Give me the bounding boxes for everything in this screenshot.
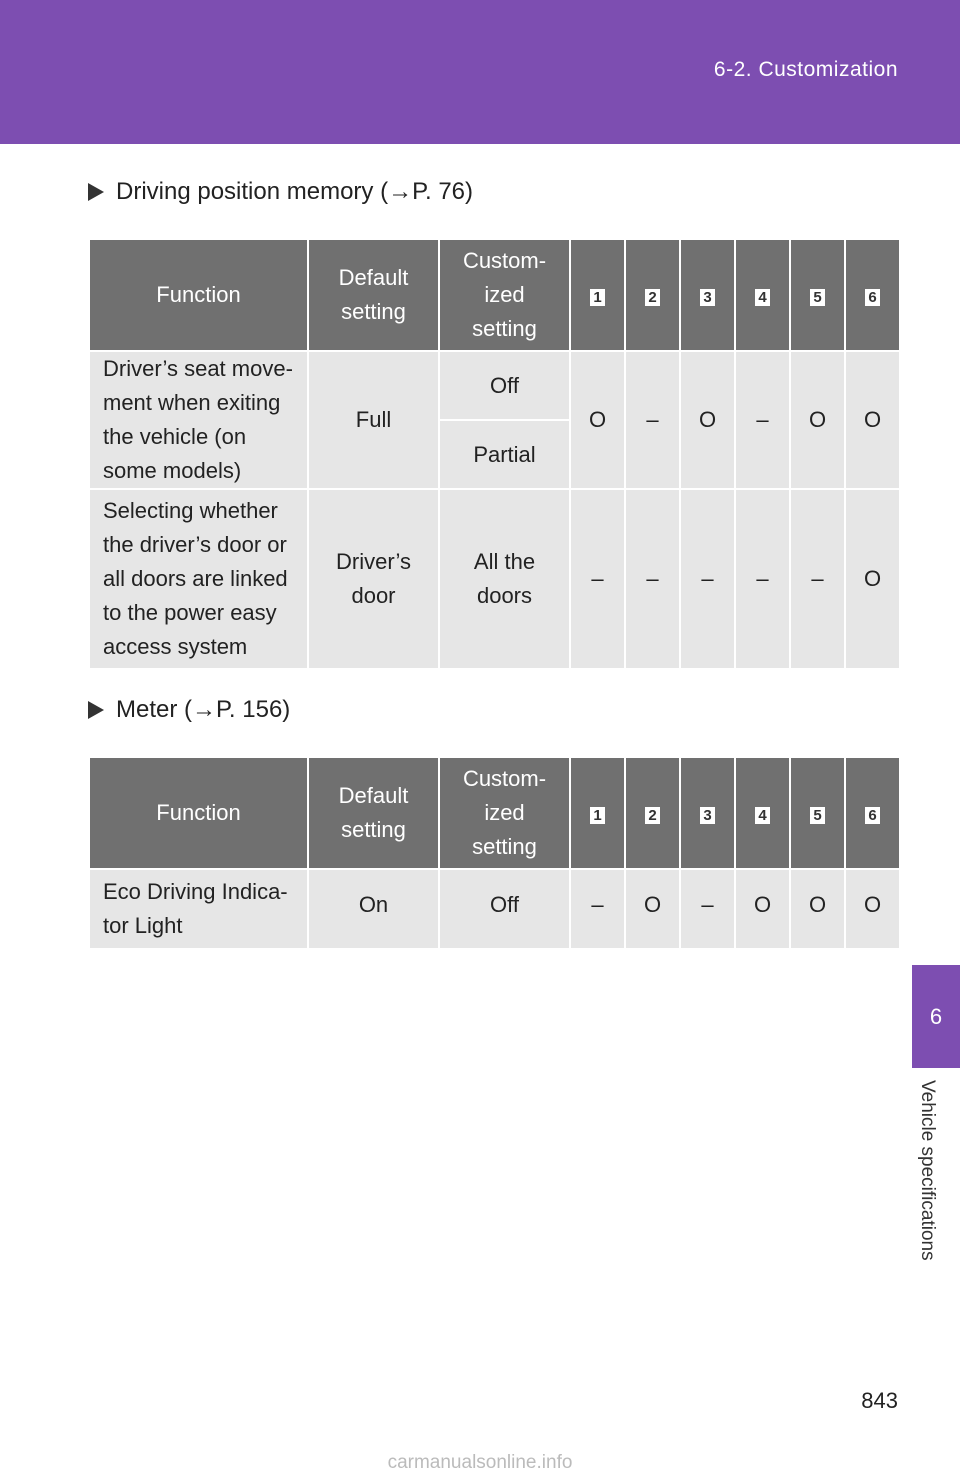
- mark-cell: –: [680, 869, 735, 949]
- column-header-5: [790, 239, 845, 351]
- column-header-1: [570, 239, 625, 351]
- chapter-tab[interactable]: 6: [912, 965, 960, 1068]
- custom-cell: Partial: [439, 420, 570, 489]
- column-header-default: Default setting: [308, 757, 439, 869]
- column-header-custom: Custom-ized setting: [439, 239, 570, 351]
- number-badge: 4: [755, 289, 770, 306]
- column-header-function: Function: [89, 757, 308, 869]
- number-badge: 2: [645, 289, 660, 306]
- page-number: 843: [861, 1388, 898, 1413]
- number-badge: 5: [810, 807, 825, 824]
- mark-cell: –: [625, 489, 680, 669]
- mark-cell: –: [790, 489, 845, 669]
- meter-table: [88, 756, 901, 950]
- default-cell: On: [308, 869, 439, 949]
- number-badge: 1: [590, 807, 605, 824]
- column-header-6: [845, 757, 900, 869]
- chapter-side-label-text: Vehicle specifications: [917, 1080, 938, 1261]
- mark-cell: –: [570, 489, 625, 669]
- mark-cell: O: [735, 869, 790, 949]
- mark-cell: –: [570, 869, 625, 949]
- number-badge: 1: [590, 289, 605, 306]
- section-heading-meter: [88, 696, 290, 724]
- column-header-6: [845, 239, 900, 351]
- column-header-4: [735, 239, 790, 351]
- table-header-row: [89, 757, 900, 869]
- function-cell: Eco Driving Indica-tor Light: [89, 869, 308, 949]
- mark-cell: –: [625, 351, 680, 489]
- mark-cell: O: [845, 489, 900, 669]
- column-header-5: [790, 757, 845, 869]
- column-header-3: [680, 239, 735, 351]
- column-header-3: [680, 757, 735, 869]
- column-header-custom: Custom-ized setting: [439, 757, 570, 869]
- table-row: [89, 489, 900, 669]
- mark-cell: –: [735, 351, 790, 489]
- mark-cell: O: [570, 351, 625, 489]
- chapter-title: 6-2. Customization: [713, 58, 898, 81]
- mark-cell: O: [790, 351, 845, 489]
- section-heading-text: Meter (→P. 156): [116, 696, 291, 723]
- number-badge: 3: [700, 807, 715, 824]
- number-badge: 5: [810, 289, 825, 306]
- custom-cell: All the doors: [439, 489, 570, 669]
- number-badge: 2: [645, 807, 660, 824]
- section-heading-driving-position: [88, 178, 473, 206]
- triangle-bullet-icon: [88, 701, 104, 719]
- function-cell: Selecting whether the driver’s door or all doors are linked to the power easy access system: [89, 489, 308, 669]
- mark-cell: O: [845, 351, 900, 489]
- table-header-row: [89, 239, 900, 351]
- number-badge: 6: [865, 289, 880, 306]
- column-header-1: [570, 757, 625, 869]
- column-header-function: Function: [89, 239, 308, 351]
- function-cell: Driver’s seat move-ment when exiting the vehicle (on some models): [89, 351, 308, 489]
- table-row: [89, 869, 900, 949]
- mark-cell: O: [790, 869, 845, 949]
- default-cell: Driver’s door: [308, 489, 439, 669]
- table-row: [89, 351, 900, 420]
- triangle-bullet-icon: [88, 183, 104, 201]
- mark-cell: O: [625, 869, 680, 949]
- column-header-4: [735, 757, 790, 869]
- mark-cell: –: [680, 489, 735, 669]
- mark-cell: O: [845, 869, 900, 949]
- section-heading-text: Driving position memory (→P. 76): [116, 178, 474, 205]
- driving-position-table: [88, 238, 901, 670]
- column-header-default: Default setting: [308, 239, 439, 351]
- number-badge: 3: [700, 289, 715, 306]
- mark-cell: O: [680, 351, 735, 489]
- number-badge: 6: [865, 807, 880, 824]
- custom-cell: Off: [439, 869, 570, 949]
- watermark: carmanualsonline.info: [387, 1452, 573, 1473]
- column-header-2: [625, 239, 680, 351]
- page-header: [0, 0, 960, 144]
- default-cell: Full: [308, 351, 439, 489]
- mark-cell: –: [735, 489, 790, 669]
- number-badge: 4: [755, 807, 770, 824]
- column-header-2: [625, 757, 680, 869]
- custom-cell: Off: [439, 351, 570, 420]
